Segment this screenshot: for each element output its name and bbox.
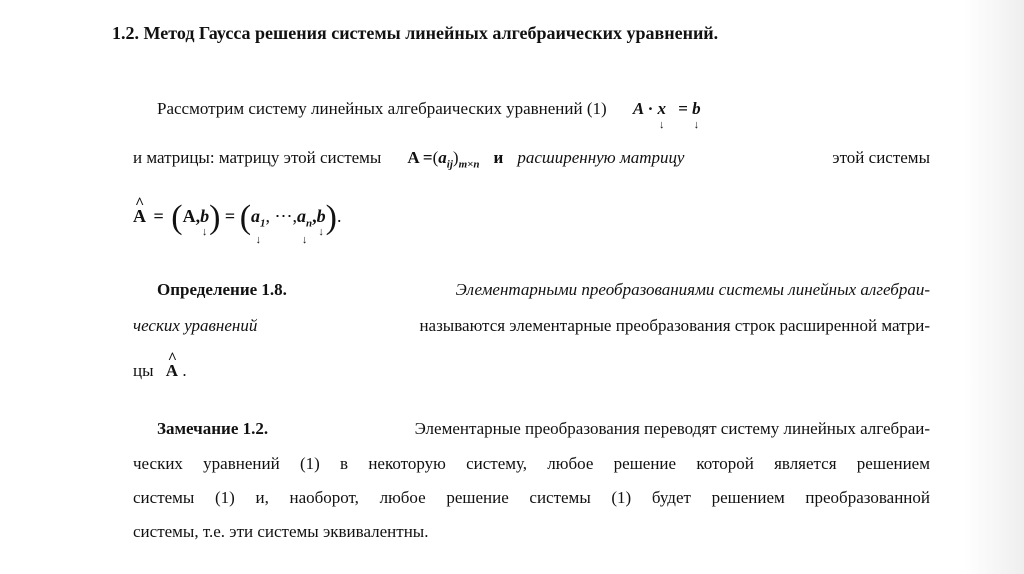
page-edge-shadow <box>964 0 1024 574</box>
down-arrow-icon: ↓ <box>693 119 700 131</box>
extended-matrix-term: расширенную матрицу <box>517 148 685 167</box>
section-title: 1.2. Метод Гаусса решения системы линейных алгебраических уравнений. <box>112 23 719 43</box>
subscript-1: 1 <box>260 217 266 230</box>
definition-text-2: называются элементарные преобразования строк расширенной матри- <box>419 316 930 335</box>
left-paren: ( <box>171 199 183 236</box>
subscript-ij: ij <box>446 158 453 171</box>
remark-line-1 <box>157 418 930 440</box>
vector-b-symbol: b <box>200 206 210 226</box>
matrix-line <box>133 147 930 175</box>
intro-line <box>157 98 701 131</box>
vector-b-symbol: b <box>316 206 326 226</box>
down-arrow-icon: ↓ <box>658 119 665 131</box>
conjunction-and: и <box>493 148 504 167</box>
remark-line-3: системы (1) и, наоборот, любое решение системы (1) будет решением преобразованной <box>133 488 930 507</box>
extended-matrix-equation <box>133 199 342 246</box>
intro-text: Рассмотрим систему линейных алгебраических уравнений (1) <box>157 99 607 118</box>
left-paren: ( <box>239 199 252 236</box>
dot-symbol: · <box>647 99 654 118</box>
remark-text-1: Элементарные преобразования переводят систему линейных алгебраи- <box>414 419 930 438</box>
matrix-a-equals: A = <box>407 148 433 167</box>
down-arrow-icon: ↓ <box>318 226 324 238</box>
definition-line-3 <box>133 360 187 382</box>
definition-line-1 <box>157 279 930 301</box>
matrix-a-definition: $A =(a_{ij})_{m\times n}$ <box>407 148 480 171</box>
definition-text-3: цы <box>133 361 154 380</box>
down-arrow-icon: ↓ <box>255 233 262 246</box>
matrix-a: A, <box>182 206 201 226</box>
vector-a-symbol: a <box>297 206 307 226</box>
vector-b <box>200 205 210 238</box>
vector-a1 <box>251 205 266 246</box>
period: . <box>182 361 187 380</box>
equals-symbol: = <box>224 206 236 226</box>
matrix-prefix: и матрицы: матрицу этой системы <box>133 148 382 167</box>
period: . <box>336 206 342 226</box>
subscript-n: n <box>306 217 313 230</box>
remark-line-4: системы, т.е. эти системы эквивалентны. <box>133 522 429 541</box>
ellipsis: , ⋯, <box>265 206 298 226</box>
down-arrow-icon: ↓ <box>301 233 308 246</box>
equals-symbol: = <box>153 206 164 226</box>
equation-ax-b <box>632 99 701 131</box>
down-arrow-icon: ↓ <box>201 226 208 238</box>
remark-line-2: ческих уравнений (1) в некоторую систему, любое решение которой является решением <box>133 454 930 473</box>
vector-b <box>692 98 701 131</box>
vector-a-symbol: a <box>251 206 261 226</box>
vector-b <box>316 205 326 238</box>
matrix-a-symbol: A <box>632 99 644 118</box>
a-hat-symbol: ^ A <box>133 205 146 227</box>
right-paren: ) <box>325 199 337 236</box>
equals-symbol: = <box>678 99 688 118</box>
matrix-suffix: этой системы <box>832 148 930 167</box>
definition-text-1: Элементарными преобразованиями системы линейных алгебраи- <box>455 280 930 299</box>
subscript-size: m×n <box>458 158 480 171</box>
vector-x-symbol: x <box>657 99 666 118</box>
remark-label: Замечание 1.2. <box>157 419 269 438</box>
vector-b-symbol: b <box>692 99 701 118</box>
definition-line-2 <box>133 315 930 337</box>
right-paren: ) <box>209 199 221 236</box>
definition-label: Определение 1.8. <box>157 280 287 299</box>
a-hat-symbol: ^ A <box>166 360 178 382</box>
vector-x <box>657 98 666 131</box>
element-a: a <box>438 148 447 167</box>
comma: , <box>312 206 317 226</box>
definition-term: ческих уравнений <box>133 316 258 335</box>
vector-an <box>297 205 313 246</box>
